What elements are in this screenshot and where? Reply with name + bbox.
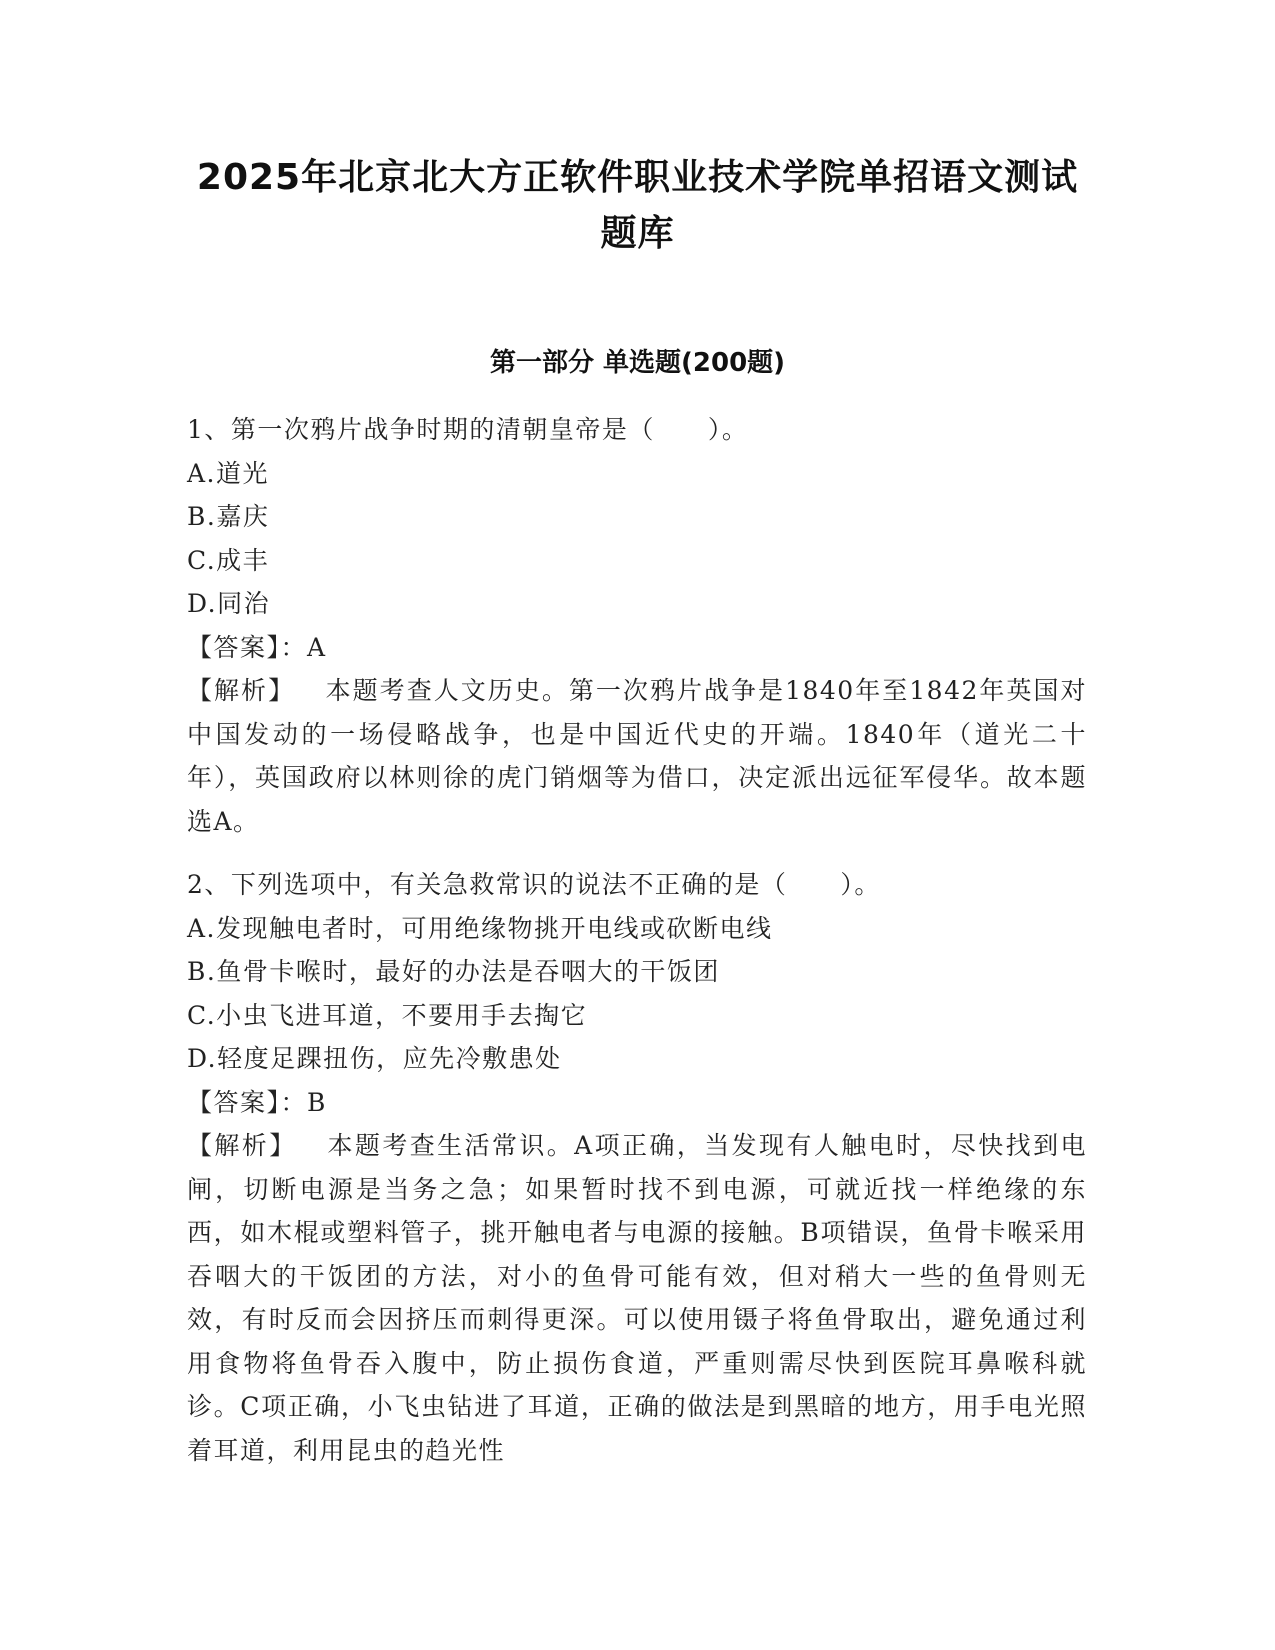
- question-list: [187, 408, 1087, 1472]
- answer-line: [187, 626, 1087, 670]
- question-item: [187, 408, 1087, 843]
- answer-value: B: [307, 1087, 327, 1117]
- answer-value: A: [307, 632, 327, 662]
- option-b: B.嘉庆: [187, 502, 270, 531]
- option-d: D.轻度足踝扭伤，应先冷敷患处: [187, 1044, 562, 1073]
- question-stem: 2、下列选项中，有关急救常识的说法不正确的是（ ）。: [187, 870, 881, 899]
- question-stem: 1、第一次鸦片战争时期的清朝皇帝是（ ）。: [187, 415, 749, 444]
- option-c: C.小虫飞进耳道，不要用手去掏它: [187, 1000, 588, 1030]
- question-item: [187, 863, 1087, 1472]
- analysis-text: 本题考查生活常识。A项正确，当发现有人触电时，尽快找到电闸，切断电源是当务之急；如果暂时找不到电源，可就近找一样绝缘的东西，如木棍或塑料管子，挑开触电者与电源的接触。B项错误，鱼骨卡喉采用吞咽大的干饭团的方法，对小的鱼骨可能有效，但对稍大一些的鱼骨则无效，有时反而会因挤压而刺得更深。可以使用镊子将鱼骨取出，避免通过利用食物将鱼骨吞入腹中，防止损伤食道，严重则需尽快到医院耳鼻喉科就诊。C项正确，小飞虫钻进了耳道，正确的做法是到黑暗的地方，用手电光照着耳道，利用昆虫的趋光性: [187, 1131, 1087, 1465]
- answer-line: [187, 1081, 1087, 1125]
- option-c: C.成丰: [187, 545, 270, 575]
- analysis-text: 本题考查人文历史。第一次鸦片战争是1840年至1842年英国对中国发动的一场侵略战争，也是中国近代史的开端。1840年（道光二十年），英国政府以林则徐的虎门销烟等为借口，决定派出远征军侵华。故本题选A。: [187, 676, 1087, 836]
- document-title: 2025年北京北大方正软件职业技术学院单招语文测试题库: [196, 157, 1079, 254]
- answer-label: 【答案】：: [187, 632, 308, 662]
- section-title: 第一部分 单选题(200题): [489, 348, 786, 378]
- analysis-label: 【解析】: [187, 676, 296, 705]
- answer-label: 【答案】：: [187, 1087, 308, 1117]
- option-b: B.鱼骨卡喉时，最好的办法是吞咽大的干饭团: [187, 957, 720, 986]
- analysis-label: 【解析】: [187, 1131, 297, 1160]
- option-d: D.同治: [187, 589, 271, 618]
- option-a: A.发现触电者时，可用绝缘物挑开电线或砍断电线: [187, 913, 773, 943]
- option-a: A.道光: [187, 458, 270, 488]
- analysis: [187, 1124, 1087, 1472]
- analysis: [187, 669, 1087, 843]
